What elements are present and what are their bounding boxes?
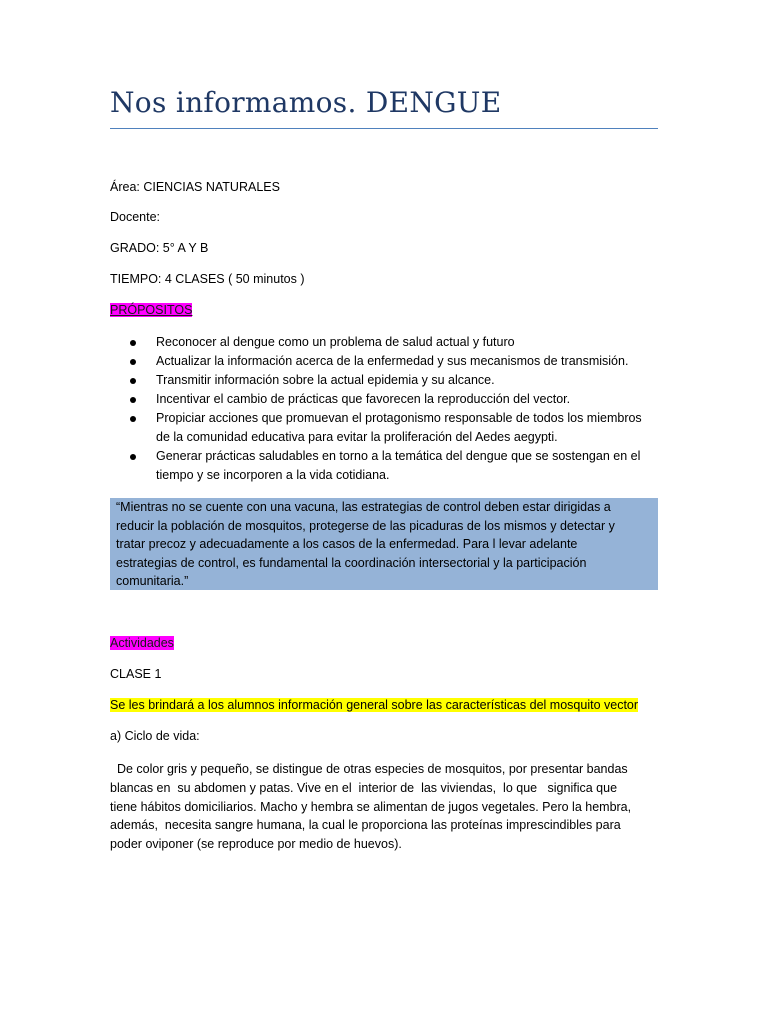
- paragraph-line: tiene hábitos domiciliarios. Macho y hembra se alimentan de jugos vegetales. Pero la hembra,: [110, 799, 632, 814]
- ciclo-de-vida-paragraph: [110, 760, 658, 854]
- quote-line: “Mientras no se cuente con una vacuna, las estrategias de control deben estar dirigidas a: [116, 500, 611, 514]
- list-item: [110, 333, 658, 352]
- bullet-icon: [130, 378, 136, 384]
- list-item-text: Incentivar el cambio de prácticas que favorecen la reproducción del vector.: [156, 392, 571, 406]
- quote-line: tratar precoz y adecuadamente a los casos de la enfermedad. Para l levar adelante: [116, 537, 578, 552]
- tiempo-field: TIEMPO: 4 CLASES ( 50 minutos ): [110, 272, 305, 286]
- list-item-text: Propiciar acciones que promuevan el protagonismo responsable de todos los miembros de la comunidad educativa para evitar la proliferación del Aedes aegypti.: [156, 411, 642, 444]
- grado-field: GRADO: 5° A Y B: [110, 241, 209, 255]
- ciclo-de-vida-subheading: a) Ciclo de vida:: [110, 729, 200, 743]
- propositos-heading-label: PRÓPOSITOS: [110, 303, 193, 317]
- list-item: [110, 409, 658, 447]
- paragraph-line: además, necesita sangre humana, la cual le proporciona las proteínas imprescindibles para: [110, 818, 621, 833]
- document-title: Nos informamos. DENGUE: [110, 86, 502, 119]
- list-item: [110, 447, 658, 485]
- propositos-heading: [110, 303, 192, 317]
- quote-line: comunitaria.”: [116, 574, 189, 589]
- bullet-icon: [130, 340, 136, 346]
- bullet-icon: [130, 397, 136, 403]
- quote-line: reducir la población de mosquitos, protegerse de las picaduras de los mismos y detectar y: [116, 518, 615, 533]
- docente-field: Docente:: [110, 210, 161, 224]
- list-item-text: Transmitir información sobre la actual epidemia y su alcance.: [156, 373, 495, 387]
- list-item-text: Reconocer al dengue como un problema de salud actual y futuro: [156, 335, 515, 349]
- quote-line: estrategias de control, es fundamental la coordinación intersectorial y la participación: [116, 555, 587, 570]
- bullet-icon: [130, 416, 136, 422]
- list-item: [110, 352, 658, 371]
- propositos-list: [110, 333, 658, 485]
- clase-heading: CLASE 1: [110, 667, 162, 681]
- area-field: Área: CIENCIAS NATURALES: [110, 180, 280, 194]
- actividades-heading-label: Actividades: [110, 636, 174, 650]
- list-item-text: Generar prácticas saludables en torno a la temática del dengue que se sostengan en el tiempo y se incorporen a la vida cotidiana.: [156, 449, 641, 482]
- highlighted-intro-text: Se les brindará a los alumnos información general sobre las características del mosquito vector: [110, 698, 639, 712]
- bullet-icon: [130, 359, 136, 365]
- paragraph-line: poder oviponer (se reproduce por medio de huevos).: [110, 837, 402, 852]
- highlighted-intro: [110, 698, 638, 712]
- title-underline-rule: [110, 128, 658, 129]
- actividades-heading: [110, 636, 174, 650]
- list-item: [110, 390, 658, 409]
- bullet-icon: [130, 454, 136, 460]
- list-item: [110, 371, 658, 390]
- quote-block: [110, 498, 658, 590]
- paragraph-line: De color gris y pequeño, se distingue de otras especies de mosquitos, por presentar bandas: [110, 762, 628, 776]
- list-item-text: Actualizar la información acerca de la enfermedad y sus mecanismos de transmisión.: [156, 354, 629, 368]
- paragraph-line: blancas en su abdomen y patas. Vive en el interior de las viviendas, lo que significa que: [110, 780, 618, 795]
